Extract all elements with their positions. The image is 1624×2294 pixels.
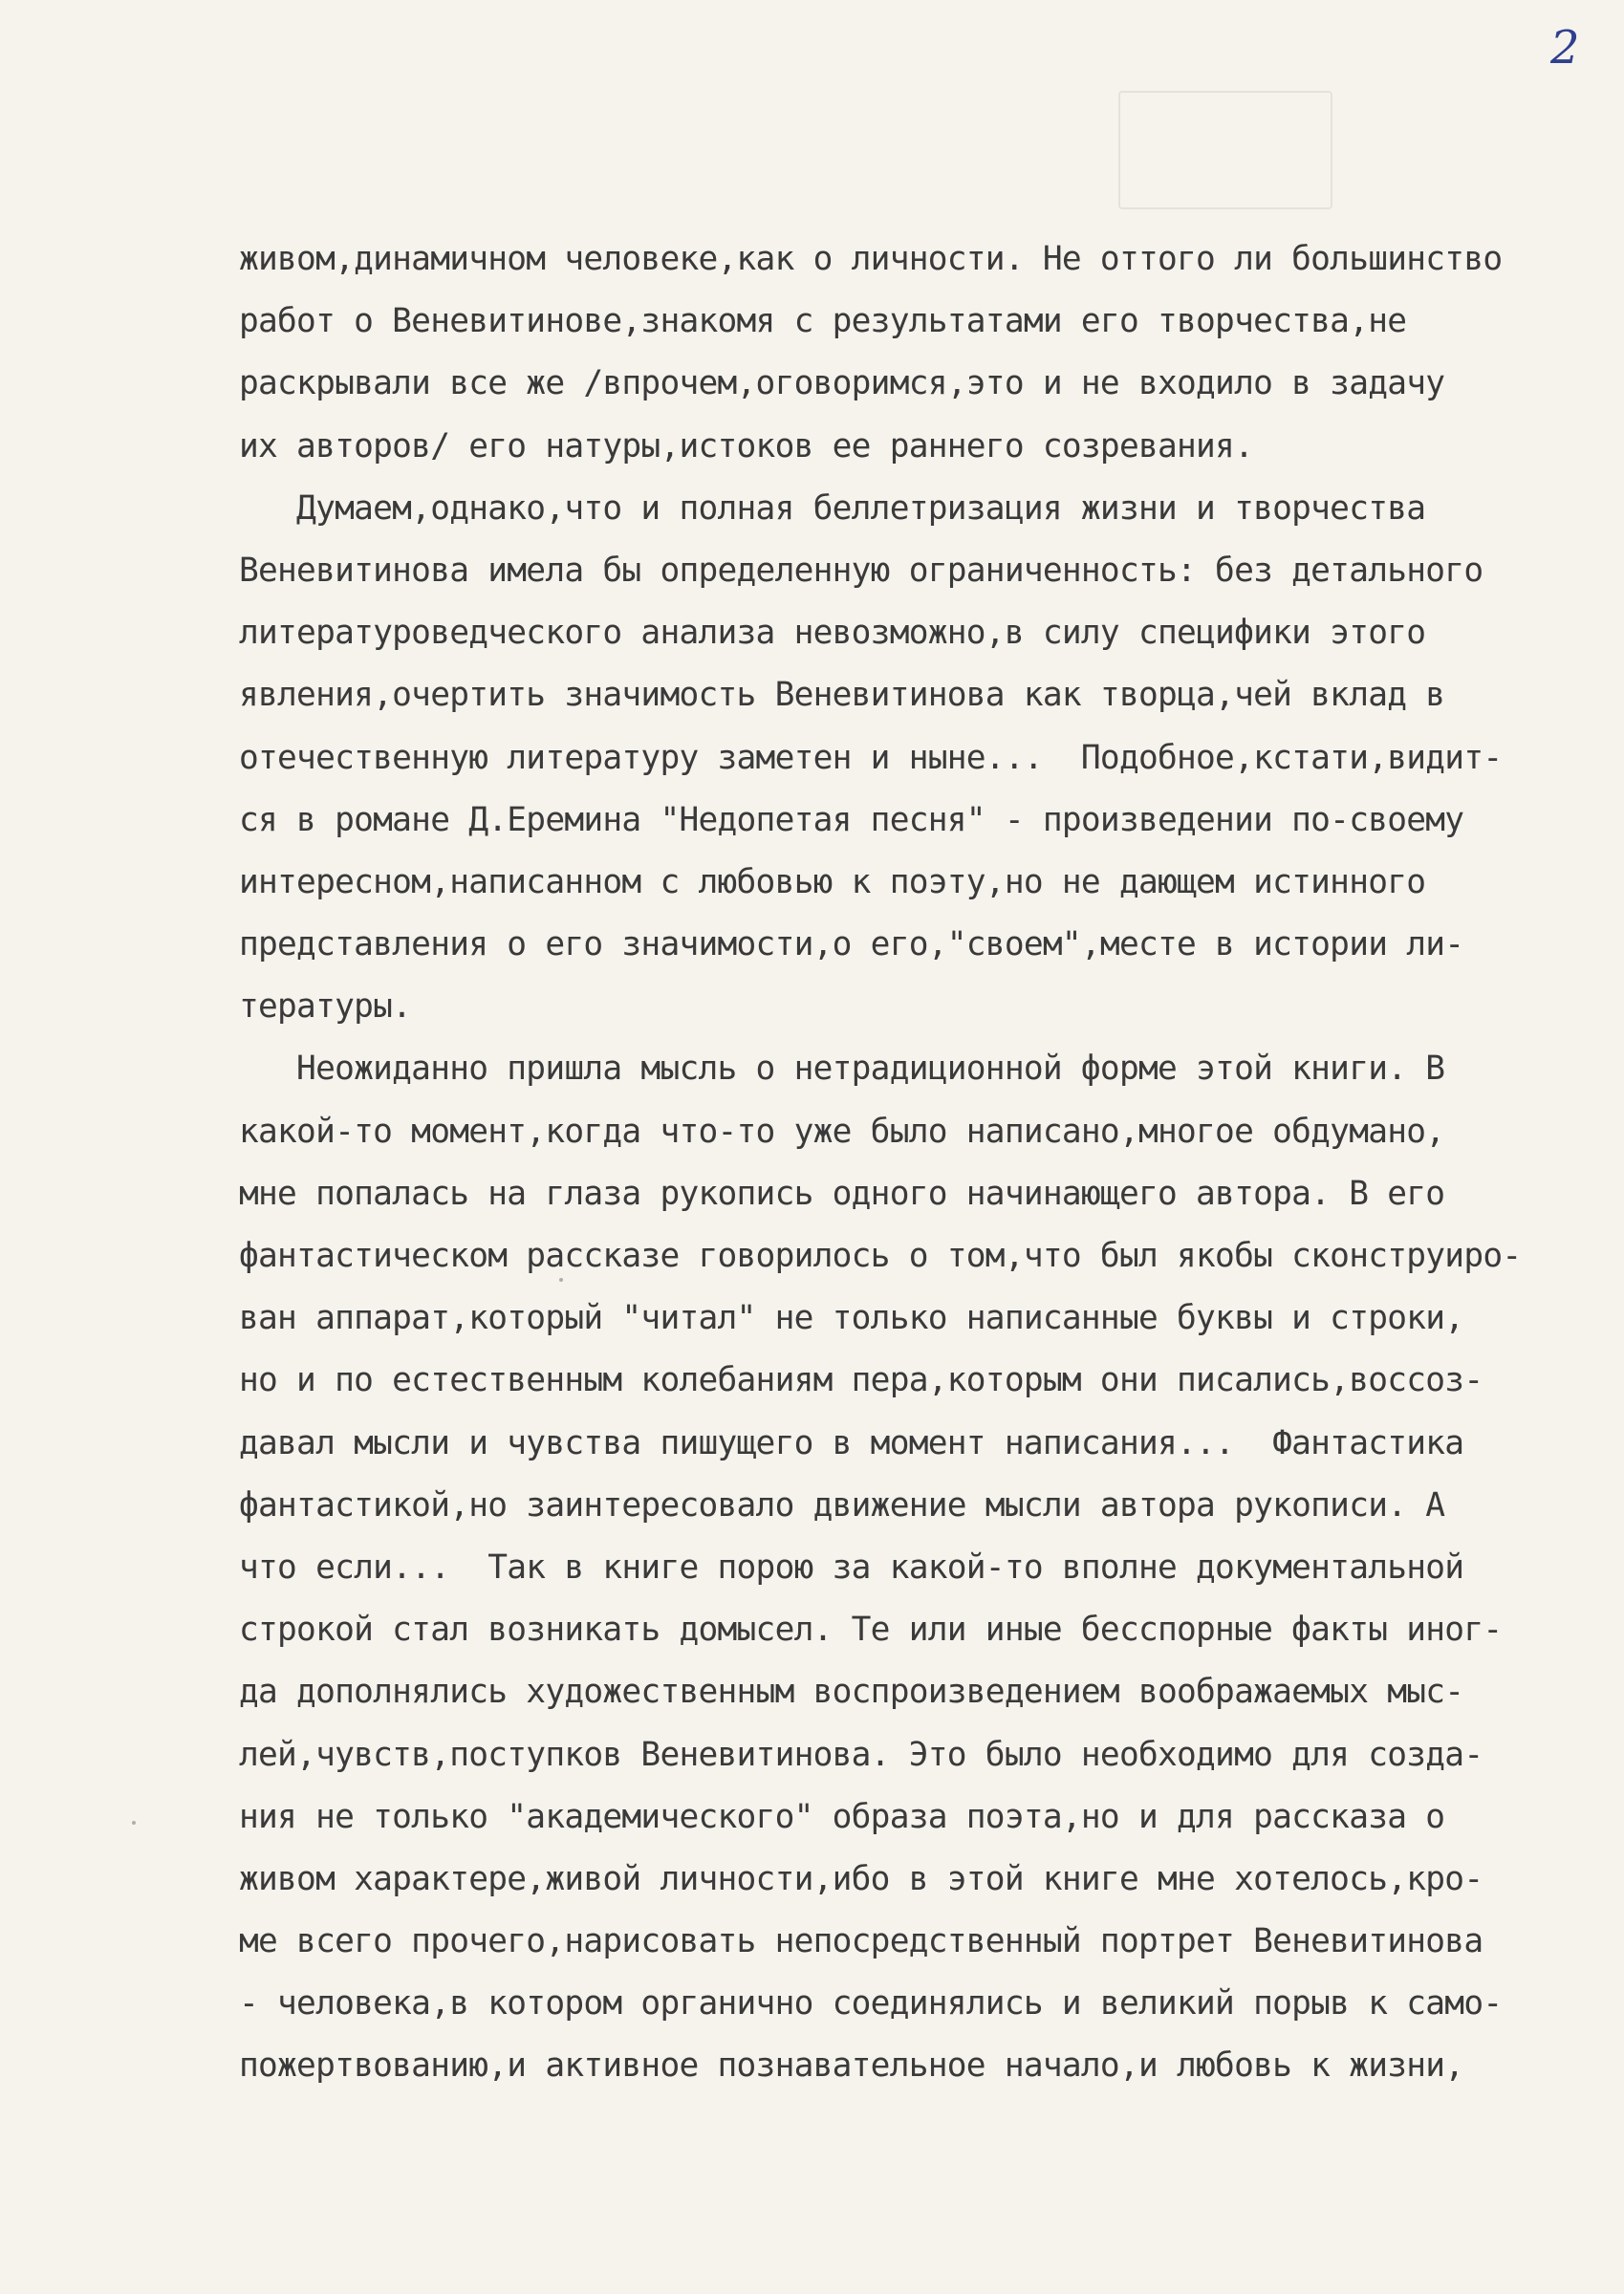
text-line: явления,очертить значимость Веневитинова как творца,чей вклад в [239,676,1445,715]
text-line: ния не только "академического" образа поэта,но и для рассказа о [239,1797,1445,1836]
text-line: их авторов/ его натуры,истоков ее раннего созревания. [239,426,1254,465]
text-line: строкой стал возникать домысел. Те или иные бесспорные факты иног- [239,1611,1503,1650]
text-line: - человека,в котором органично соединялись и великий порыв к само- [239,1984,1503,2023]
text-line: живом характере,живой личности,ибо в этой книге мне хотелось,кро- [239,1859,1483,1898]
text-line: интересном,написанном с любовью к поэту,но не дающем истинного [239,862,1426,901]
text-line: представления о его значимости,о его,"своем",месте в истории ли- [239,925,1464,964]
text-line: тературы. [239,987,412,1027]
text-line: ван аппарат,который "читал" не только написанные буквы и строки, [239,1299,1464,1338]
typewritten-text-block [239,238,1577,2108]
text-line: литературоведческого анализа невозможно,в силу специфики этого [239,614,1426,653]
text-line: пожертвованию,и активное познавательное начало,и любовь к жизни, [239,2046,1464,2086]
paper-speck [132,1821,136,1825]
text-line: фантастическом рассказе говорилось о том,что был якобы сконструиро- [239,1237,1522,1275]
text-line: раскрывали все же /впрочем,оговоримся,это и не входило в задачу [239,364,1445,403]
text-line: отечественную литературу заметен и ныне... Подобное,кстати,видит- [239,738,1503,777]
text-line: ме всего прочего,нарисовать непосредственный портрет Веневитинова [239,1922,1483,1961]
text-line: мне попалась на глаза рукопись одного начинающего автора. В его [239,1174,1445,1213]
text-line: фантастикой,но заинтересовало движение мысли автора рукописи. А [239,1485,1445,1525]
faded-stamp-mark [1118,91,1332,209]
text-line: но и по естественным колебаниям пера,которым они писались,воссоз- [239,1361,1483,1400]
text-line: живом,динамичном человеке,как о личности. Не оттого ли большинство [239,240,1503,278]
text-line: Неожиданно пришла мысль о нетрадиционной форме этой книги. В [239,1050,1445,1089]
text-line: ся в романе Д.Еремина "Недопетая песня" - произведении по-своему [239,800,1464,839]
page-number: 2 [1550,21,1580,75]
text-line: какой-то момент,когда что-то уже было написано,многое обдумано, [239,1112,1445,1151]
paper-speck [559,1278,563,1282]
text-line: работ о Веневитинове,знакомя с результатами его творчества,не [239,302,1407,341]
text-line: давал мысли и чувства пишущего в момент написания... Фантастика [239,1423,1464,1462]
text-line: Веневитинова имела бы определенную ограниченность: без детального [239,551,1483,590]
text-line: да дополнялись художественным воспроизведением воображаемых мыс- [239,1673,1464,1712]
text-line: Думаем,однако,что и полная беллетризация жизни и творчества [239,488,1426,528]
text-line: лей,чувств,поступков Веневитинова. Это было необходимо для созда- [239,1735,1483,1774]
text-line: что если... Так в книге порою за какой-то вполне документальной [239,1547,1464,1587]
